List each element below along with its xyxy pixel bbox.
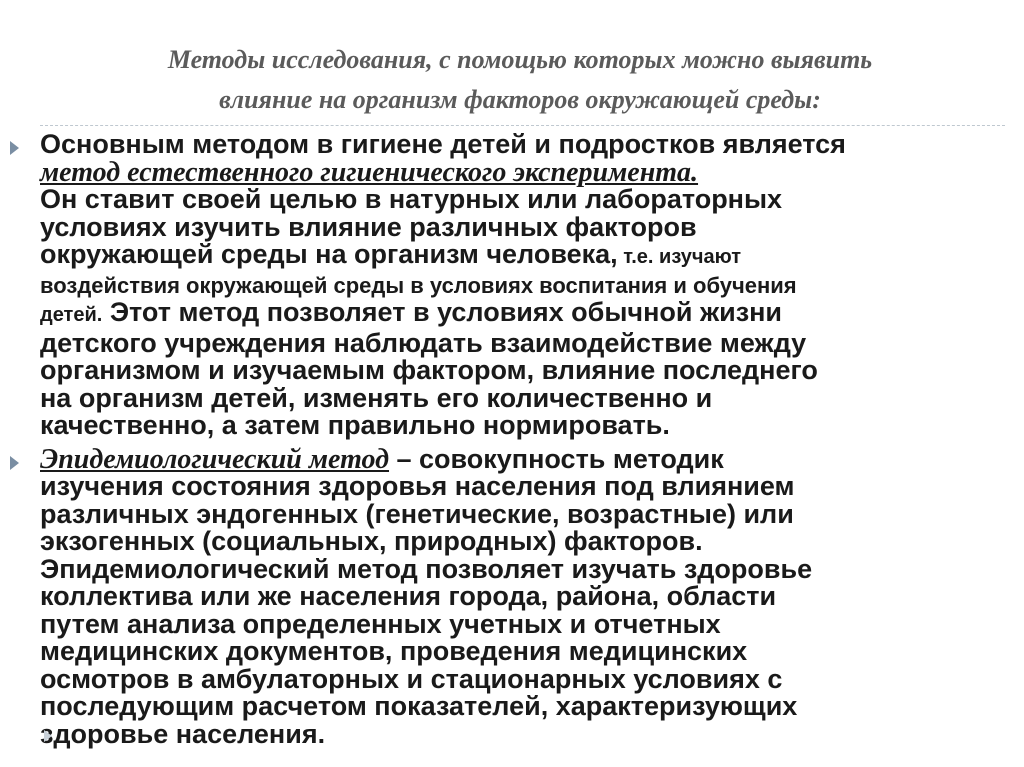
decorative-triangle-icon xyxy=(44,730,52,742)
natural-experiment-term: метод естественного гигиенического эксперимента. xyxy=(40,156,699,188)
bullet1-line-8: детского учреждения наблюдать взаимодействие между xyxy=(40,327,807,358)
bullet1-line-10: на организм детей, изменять его количественно и xyxy=(40,382,713,413)
bullet1-line-7-main: Этот метод позволяет в условиях обычной жизни xyxy=(102,297,783,327)
bullet1-line-6: воздействия окружающей среды в условиях воспитания и обучения xyxy=(40,272,797,298)
slide-title-line-1: Методы исследования, с помощью которых можно выявить xyxy=(167,45,873,74)
bullet2-line-11: здоровье населения. xyxy=(40,718,326,749)
bullet2-line-5: Эпидемиологический метод позволяет изучать здоровье xyxy=(40,553,813,584)
bullet1-line-7 xyxy=(40,299,1020,330)
bullet2-line-2: изучения состояния здоровья населения под влиянием xyxy=(40,471,795,501)
bullet1-line-5 xyxy=(40,241,1020,272)
triangle-bullet-icon xyxy=(10,141,19,155)
epidemiological-method-term: Эпидемиологический метод xyxy=(40,443,390,475)
bullet1-line-7-head: детей. xyxy=(40,304,103,326)
bullet2-line-9: осмотров в амбулаторных и стационарных условиях с xyxy=(40,663,783,694)
bullet1-line-3: Он ставит своей целью в натурных или лабораторных xyxy=(40,184,783,214)
slide-title-line-2: влияние на организм факторов окружающей среды: xyxy=(219,85,821,114)
bullet1-line-5-main: окружающей среды на организм человека, xyxy=(40,239,618,269)
bullet2-line-1 xyxy=(40,443,1020,475)
title-divider xyxy=(40,125,1005,126)
bullet-epidemiological-method xyxy=(8,443,1020,749)
triangle-bullet-icon xyxy=(10,456,19,470)
bullet2-line-1-main: – совокупность методик xyxy=(389,443,724,474)
bullet1-line-9: организмом и изучаемым фактором, влияние последнего xyxy=(40,355,818,385)
bullet1-line-11: качественно, а затем правильно нормировать. xyxy=(40,410,670,440)
bullet2-line-7: путем анализа определенных учетных и отчетных xyxy=(40,608,721,639)
bullet1-line-4: условиях изучить влияние различных факторов xyxy=(40,211,697,242)
slide-body xyxy=(8,131,1020,748)
bullet2-line-8: медицинских документов, проведения медицинских xyxy=(40,636,748,666)
bullet1-line-2 xyxy=(40,156,1020,188)
bullet2-line-6: коллектива или же населения города, района, области xyxy=(40,581,777,611)
bullet1-line-5-tail: т.е. изучают xyxy=(617,246,741,268)
bullet2-line-10: последующим расчетом показателей, характеризующих xyxy=(40,691,798,721)
slide-title xyxy=(40,40,1000,120)
bullet1-line-1: Основным методом в гигиене детей и подростков является xyxy=(40,129,846,159)
bullet-natural-experiment xyxy=(8,131,1020,440)
bullet2-line-4: экзогенных (социальных, природных) факторов. xyxy=(40,526,703,556)
bullet2-line-3: различных эндогенных (генетические, возрастные) или xyxy=(40,498,794,529)
